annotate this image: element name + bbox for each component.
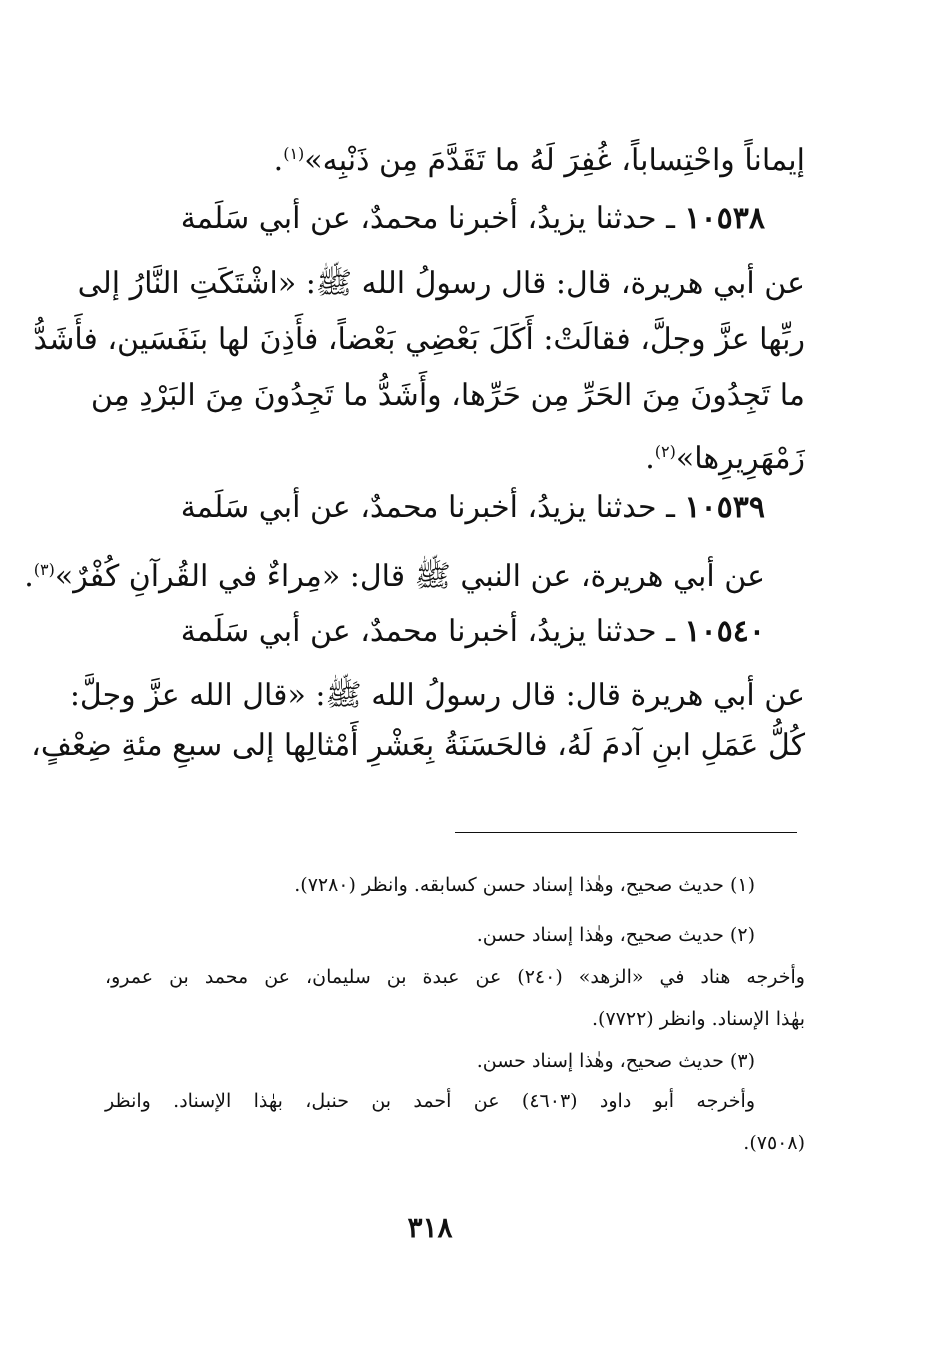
text-line-6-body: زَمْهَرِيرِها» <box>675 441 805 476</box>
text-line-8-end: . <box>24 559 34 594</box>
hadith-10538-heading <box>165 195 765 247</box>
footnote-1-text: (١) حديث صحيح، وهٰذا إسناد حسن كسابقه. وانظر (٧٢٨٠). <box>294 874 755 896</box>
hadith-10539-heading <box>165 484 765 536</box>
footnote-separator <box>455 832 797 833</box>
footnote-2-cont-1-text: وأخرجه هناد في «الزهد» (٢٤٠) عن عبدة بن سليمان، عن محمد بن عمرو، <box>105 966 805 988</box>
footnote-2 <box>135 918 755 954</box>
hadith-10540-heading <box>165 608 765 660</box>
footnote-ref-3: (٣) <box>33 560 55 579</box>
text-line-10-body: عن أبي هريرة قال: قال رسولُ الله ﷺ: «قال الله عزَّ وجلَّ: <box>69 678 805 713</box>
footnote-2-cont-2-text: بهٰذا الإسناد. وانظر (٧٧٢٢). <box>592 1008 805 1030</box>
footnote-2-text: (٢) حديث صحيح، وهٰذا إسناد حسن. <box>476 924 755 946</box>
footnote-3-text: (٣) حديث صحيح، وهٰذا إسناد حسن. <box>476 1050 755 1072</box>
footnote-ref-2: (٢) <box>654 442 676 461</box>
footnote-3-cont-1-text: وأخرجه أبو داود (٤٦٠٣) عن أحمد بن حنبل، بهٰذا الإسناد. وانظر <box>105 1090 756 1112</box>
text-line-5-body: ما تَجِدُونَ مِنَ الحَرِّ مِن حَرِّها، وأَشَدُّ ما تَجِدُونَ مِنَ البَرْدِ مِن <box>90 378 805 413</box>
text-line-3-body: عن أبي هريرة، قال: قال رسولُ الله ﷺ: «اشْتَكَتِ النَّارُ إلى <box>77 266 805 301</box>
text-line-8-body: عن أبي هريرة، عن النبي ﷺ قال: «مِراءٌ في القُرآنِ كُفْرٌ» <box>54 559 765 594</box>
text-line-1-end: . <box>273 143 284 178</box>
footnote-3-cont-2 <box>405 1126 805 1162</box>
footnote-3 <box>135 1044 755 1080</box>
text-line-1 <box>105 130 805 182</box>
footnote-3-cont-2-text: (٧٥٠٨). <box>743 1132 805 1154</box>
footnote-1 <box>135 868 755 904</box>
text-line-5 <box>90 372 805 424</box>
footnote-2-cont-2 <box>205 1002 805 1038</box>
text-line-11-body: كُلُّ عَمَلِ ابنِ آدمَ لَهُ، فالحَسَنَةُ بِعَشْرِ أَمْثالِها إلى سبعِ مئةِ ضِعْفٍ، <box>31 728 805 763</box>
hadith-isnad: ـ حدثنا يزيدُ، أخبرنا محمدٌ، عن أبي سَلَمة <box>180 201 675 236</box>
hadith-number: ١٠٥٣٩ <box>684 490 765 525</box>
hadith-isnad: ـ حدثنا يزيدُ، أخبرنا محمدٌ، عن أبي سَلَمة <box>180 614 675 649</box>
footnote-ref-1: (١) <box>283 144 305 163</box>
page-number: ٣١٨ <box>407 1211 453 1244</box>
hadith-number: ١٠٥٣٨ <box>684 201 765 236</box>
text-line-8 <box>24 546 765 598</box>
hadith-number: ١٠٥٤٠ <box>684 614 765 649</box>
text-line-6 <box>405 428 805 480</box>
footnote-3-cont-1 <box>105 1084 755 1120</box>
text-line-11 <box>31 722 805 774</box>
text-line-4 <box>33 316 805 368</box>
text-line-3 <box>77 260 805 312</box>
text-line-6-end: . <box>645 441 655 476</box>
text-line-10 <box>69 672 805 724</box>
footnote-2-cont-1 <box>105 960 805 996</box>
hadith-isnad: ـ حدثنا يزيدُ، أخبرنا محمدٌ، عن أبي سَلَمة <box>180 490 675 525</box>
text-line-4-body: ربِّها عزَّ وجلَّ، فقالَتْ: أَكَلَ بَعْضِي بَعْضاً، فأَذِنَ لها بنَفَسَين، فأَشَدُّ <box>33 322 805 357</box>
text-line-1-body: إيماناً واحْتِساباً، غُفِرَ لَهُ ما تَقَدَّمَ مِن ذَنْبِه» <box>304 143 805 178</box>
